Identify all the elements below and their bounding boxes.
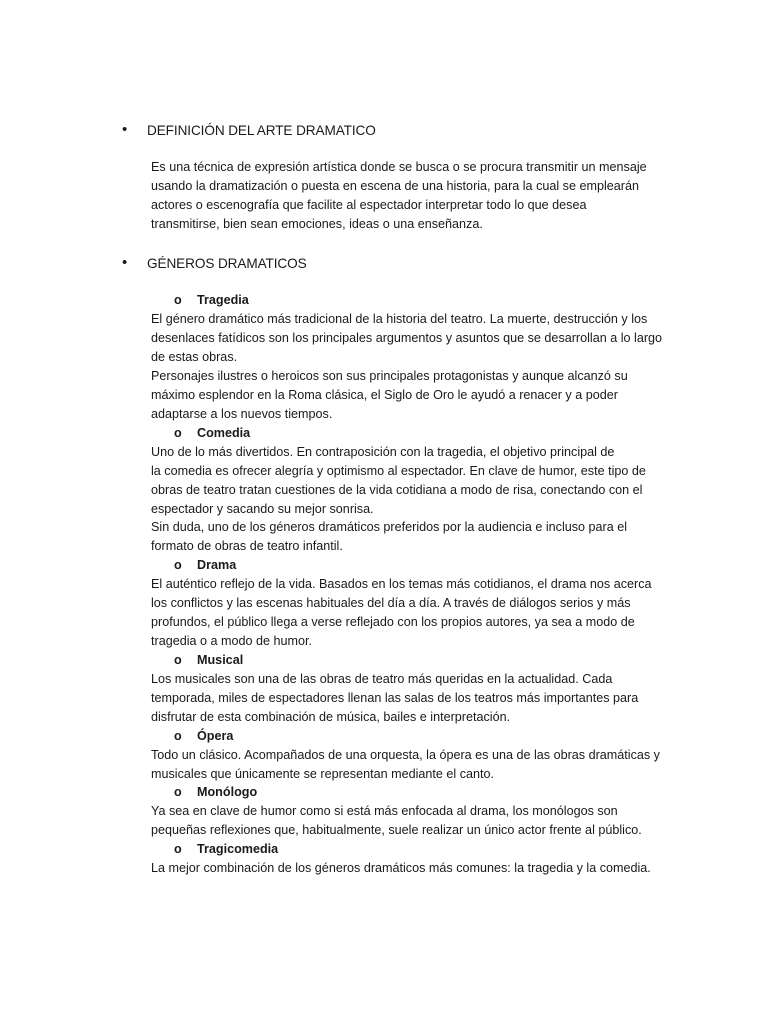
genre-title: Ópera [197, 729, 234, 743]
paragraph-line: transmitirse, bien sean emociones, ideas o una enseñanza. [151, 217, 483, 231]
paragraph-line: disfrutar de esta combinación de música, bailes e interpretación. [151, 710, 511, 724]
genre-title: Tragedia [197, 293, 249, 307]
paragraph-line: espectador y sacando su mejor sonrisa. [151, 502, 374, 516]
genre-title: Drama [197, 558, 237, 572]
sub-bullet-icon: o [174, 426, 182, 440]
paragraph-line: obras de teatro tratan cuestiones de la vida cotidiana a modo de risa, conectando con el [151, 483, 643, 497]
paragraph-line: Ya sea en clave de humor como si está más enfocada al drama, los monólogos son [151, 804, 618, 818]
genre-title: Tragicomedia [197, 842, 279, 856]
paragraph-line: actores o escenografía que facilite al espectador interpretar todo lo que desea [151, 198, 587, 212]
paragraph-line: adaptarse a los nuevos tiempos. [151, 407, 333, 421]
sub-bullet-icon: o [174, 653, 182, 667]
paragraph-line: musicales que únicamente se representan mediante el canto. [151, 767, 495, 781]
paragraph-line: máximo esplendor en la Roma clásica, el Siglo de Oro le ayudó a renacer y a poder [151, 388, 618, 402]
paragraph-line: de estas obras. [151, 350, 238, 364]
paragraph-line: El género dramático más tradicional de la historia del teatro. La muerte, destrucción y los [151, 312, 648, 326]
paragraph-line: temporada, miles de espectadores llenan las salas de los teatros más importantes para [151, 691, 639, 705]
paragraph-line: La mejor combinación de los géneros dramáticos más comunes: la tragedia y la comedia. [151, 861, 651, 875]
sub-bullet-icon: o [174, 729, 182, 743]
paragraph-line: profundos, el público llega a verse reflejado con los propios autores, ya sea a modo de [151, 615, 635, 629]
paragraph-line: pequeñas reflexiones que, habitualmente, suele realizar un único actor frente al público. [151, 823, 642, 837]
paragraph-line: Los musicales son una de las obras de teatro más queridas en la actualidad. Cada [151, 672, 613, 686]
paragraph-line: Todo un clásico. Acompañados de una orquesta, la ópera es una de las obras dramáticas y [151, 748, 660, 762]
paragraph-line: tragedia o a modo de humor. [151, 634, 313, 648]
genre-title: Monólogo [197, 785, 258, 799]
sub-bullet-icon: o [174, 293, 182, 307]
genre-title: Comedia [197, 426, 251, 440]
paragraph-line: Sin duda, uno de los géneros dramáticos preferidos por la audiencia e incluso para el [151, 520, 628, 534]
paragraph-line: Uno de lo más divertidos. En contraposición con la tragedia, el objetivo principal de [151, 445, 615, 459]
paragraph-line: El auténtico reflejo de la vida. Basados en los temas más cotidianos, el drama nos acerca [151, 577, 652, 591]
paragraph-line: desenlaces fatídicos son los principales argumentos y asuntos que se desarrollan a lo largo [151, 331, 663, 345]
sub-bullet-icon: o [174, 785, 182, 799]
heading-text: GÉNEROS DRAMATICOS [147, 255, 307, 271]
bullet-icon: • [122, 254, 128, 271]
bullet-icon: • [122, 121, 128, 138]
paragraph-line: los conflictos y las escenas habituales del día a día. A través de diálogos serios y más [151, 596, 631, 610]
sub-bullet-icon: o [174, 558, 182, 572]
paragraph-line: la comedia es ofrecer alegría y optimismo al espectador. En clave de humor, este tipo de [151, 464, 646, 478]
paragraph-line: Es una técnica de expresión artística donde se busca o se procura transmitir un mensaje [151, 160, 647, 174]
paragraph-line: formato de obras de teatro infantil. [151, 539, 343, 553]
paragraph-line: Personajes ilustres o heroicos son sus principales protagonistas y aunque alcanzó su [151, 369, 628, 383]
genre-title: Musical [197, 653, 244, 667]
paragraph-line: usando la dramatización o puesta en escena de una historia, para la cual se emplearán [151, 179, 639, 193]
sub-bullet-icon: o [174, 842, 182, 856]
heading-text: DEFINICIÓN DEL ARTE DRAMATICO [147, 122, 376, 138]
